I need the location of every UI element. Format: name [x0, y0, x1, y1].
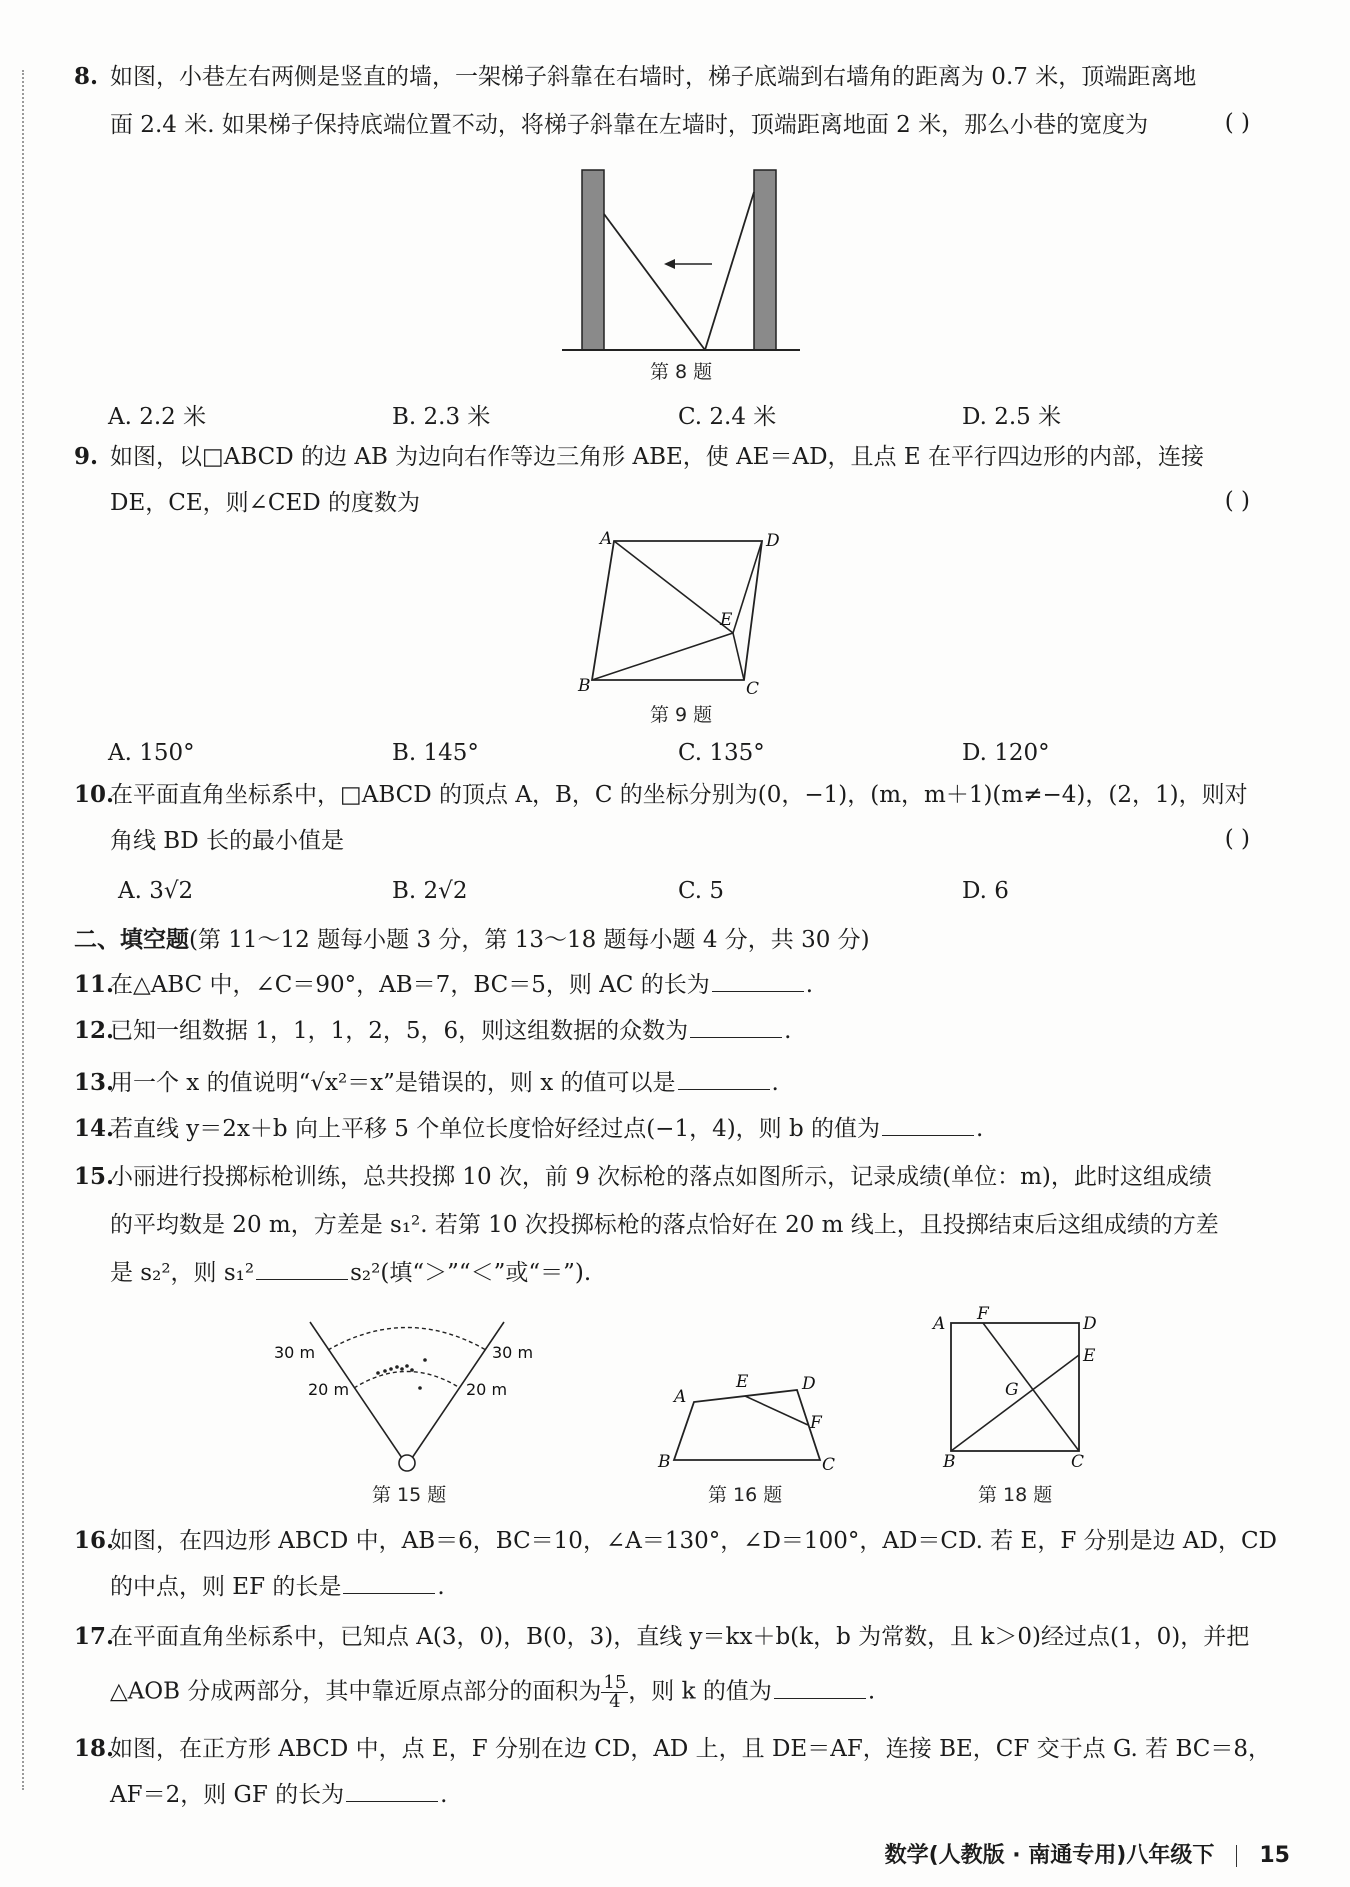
label-b: B — [943, 1452, 956, 1472]
q10-line2: 角线 BD 长的最小值是 — [110, 828, 344, 854]
figure-9-parallelogram — [570, 528, 790, 698]
page-number: 15 — [1259, 1843, 1290, 1868]
arc-30m — [328, 1328, 486, 1351]
q9-option-a: A. 150° — [108, 740, 195, 766]
label-c: C — [822, 1455, 836, 1474]
q18-line2: AF＝2，则 GF 的长为 . — [110, 1782, 448, 1808]
fraction-15-over-4: $\frac{15}{4}$ — [603, 1672, 627, 1712]
label-c: C — [1071, 1452, 1085, 1472]
label-d: D — [766, 531, 780, 551]
q9-option-d: D. 120° — [962, 740, 1050, 766]
section-2-heading: 二、填空题(第 11～12 题每小题 3 分，第 13～18 题每小题 4 分，共 30 分) — [74, 926, 870, 953]
page-footer — [885, 1838, 1290, 1869]
label-f: F — [977, 1305, 989, 1324]
label-30m-right: 30 m — [492, 1343, 534, 1362]
figure-9-caption: 第 9 题 — [650, 704, 713, 726]
left-wall — [582, 170, 604, 350]
segment-cf — [983, 1323, 1079, 1451]
segment-ce — [733, 633, 744, 680]
segment-ae — [614, 541, 733, 633]
q9-answer-paren: ( ) — [1224, 488, 1250, 514]
label-c: C — [746, 679, 760, 698]
q10-option-c: C. 5 — [678, 878, 725, 904]
label-30m-left: 30 m — [274, 1343, 316, 1362]
q9-line2: DE，CE，则∠CED 的度数为 — [110, 490, 421, 516]
label-20m-left: 20 m — [308, 1380, 350, 1399]
figure-8-caption: 第 8 题 — [650, 361, 713, 383]
segment-de — [733, 541, 762, 633]
q12: 12.已知一组数据 1，1，1，2，5，6，则这组数据的众数为 . — [74, 1017, 792, 1044]
q10-option-d: D. 6 — [962, 878, 1009, 904]
figure-16-quadrilateral — [652, 1362, 852, 1474]
figure-18-caption: 第 18 题 — [978, 1484, 1053, 1506]
q8-answer-paren: ( ) — [1224, 110, 1250, 136]
q8-line1: 8. 如图，小巷左右两侧是竖直的墙，一架梯子斜靠在右墙时，梯子底端到右墙角的距离为 0.7 米，顶端距离地 — [74, 63, 1197, 90]
q15-line2: 的平均数是 20 m，方差是 s₁². 若第 10 次投掷标枪的落点恰好在 20 m 线上，且投掷结束后这组成绩的方差 — [110, 1212, 1219, 1238]
segment-be — [951, 1355, 1079, 1451]
q18-line1: 18.如图，在正方形 ABCD 中，点 E，F 分别在边 CD，AD 上，且 DE＝AF，连接 BE，CF 交于点 G. 若 BC＝8， — [74, 1735, 1272, 1762]
q14-blank — [882, 1115, 974, 1136]
q13: 13.用一个 x 的值说明“√x²＝x”是错误的，则 x 的值可以是 . — [74, 1069, 779, 1096]
q13-blank — [678, 1069, 770, 1090]
q16-blank — [343, 1573, 435, 1594]
q17-blank — [774, 1678, 866, 1699]
right-wall — [754, 170, 776, 350]
arc-20m — [354, 1372, 460, 1389]
q10-answer-paren: ( ) — [1224, 826, 1250, 852]
q15-blank — [256, 1259, 348, 1280]
q16-line2: 的中点，则 EF 的长是 . — [110, 1574, 445, 1600]
q17-line2: △AOB 分成两部分，其中靠近原点部分的面积为 $\frac{15}{4}$ ，则 k 的值为 . — [110, 1672, 876, 1712]
footer-book-title: 数学(人教版 · 南通专用)八年级下 — [884, 1843, 1215, 1868]
q9-line1: 9. 如图，以□ABCD 的边 AB 为边向右作等边三角形 ABE，使 AE＝AD，且点 E 在平行四边形的内部，连接 — [74, 443, 1204, 470]
q8-option-a: A. 2.2 米 — [108, 404, 207, 430]
label-b: B — [658, 1452, 671, 1472]
segment-be — [592, 633, 733, 680]
figure-8-ladder — [560, 168, 810, 363]
q8-option-c: C. 2.4 米 — [678, 404, 777, 430]
figure-15-caption: 第 15 题 — [372, 1484, 447, 1506]
label-g: G — [1005, 1380, 1019, 1400]
parallelogram-abcd — [592, 541, 762, 680]
label-b: B — [578, 676, 591, 696]
q11-blank — [712, 971, 804, 992]
arrow-head — [664, 259, 675, 269]
q15-line1: 15.小丽进行投掷标枪训练，总共投掷 10 次，前 9 次标枪的落点如图所示，记录成绩(单位：m)，此时这组成绩 — [74, 1163, 1212, 1190]
q8-option-b: B. 2.3 米 — [392, 404, 491, 430]
label-a: A — [600, 529, 613, 549]
q8-line2: 面 2.4 米. 如果梯子保持底端位置不动，将梯子斜靠在左墙时，顶端距离地面 2 米，那么小巷的宽度为 — [110, 112, 1149, 138]
q11: 11.在△ABC 中，∠C＝90°，AB＝7，BC＝5，则 AC 的长为 . — [74, 971, 814, 998]
q9-option-b: B. 145° — [392, 740, 479, 766]
label-d: D — [802, 1374, 816, 1394]
label-e: E — [736, 1372, 749, 1392]
q10-option-b: B. 2√2 — [392, 878, 468, 904]
figure-18-square — [925, 1305, 1105, 1477]
q14: 14.若直线 y＝2x＋b 向上平移 5 个单位长度恰好经过点(−1，4)，则 b 的值为 . — [74, 1115, 984, 1142]
label-20m-right: 20 m — [466, 1380, 508, 1399]
label-a: A — [674, 1387, 687, 1407]
quadrilateral-abcd — [674, 1390, 820, 1460]
segment-ef — [745, 1396, 808, 1425]
label-e: E — [1083, 1346, 1096, 1366]
label-e: E — [720, 610, 733, 630]
landing-points — [376, 1358, 427, 1390]
q15-line3: 是 s₂²，则 s₁² s₂²(填“＞”“＜”或“＝”). — [110, 1260, 592, 1286]
throw-circle — [399, 1455, 415, 1471]
q18-blank — [346, 1781, 438, 1802]
label-f: F — [810, 1413, 822, 1433]
figure-15-javelin — [270, 1310, 550, 1480]
q16-line1: 16.如图，在四边形 ABCD 中，AB＝6，BC＝10，∠A＝130°，∠D＝100°，AD＝CD. 若 E，F 分别是边 AD，CD — [74, 1527, 1277, 1554]
q17-line1: 17.在平面直角坐标系中，已知点 A(3，0)，B(0，3)，直线 y＝kx＋b(k，b 为常数，且 k＞0)经过点(1，0)，并把 — [74, 1623, 1250, 1650]
label-a: A — [933, 1314, 946, 1334]
label-d: D — [1083, 1314, 1097, 1334]
margin-dotted-rule — [22, 70, 24, 1790]
figure-16-caption: 第 16 题 — [708, 1484, 783, 1506]
q10-line1: 10.在平面直角坐标系中，□ABCD 的顶点 A，B，C 的坐标分别为(0，−1)，(m，m＋1)(m≠−4)，(2，1)，则对 — [74, 781, 1248, 808]
q12-blank — [690, 1017, 782, 1038]
q10-option-a: A. 3√2 — [118, 878, 194, 904]
q8-option-d: D. 2.5 米 — [962, 404, 1062, 430]
q9-option-c: C. 135° — [678, 740, 765, 766]
ladder-right — [705, 192, 754, 350]
ladder-left — [604, 214, 705, 350]
